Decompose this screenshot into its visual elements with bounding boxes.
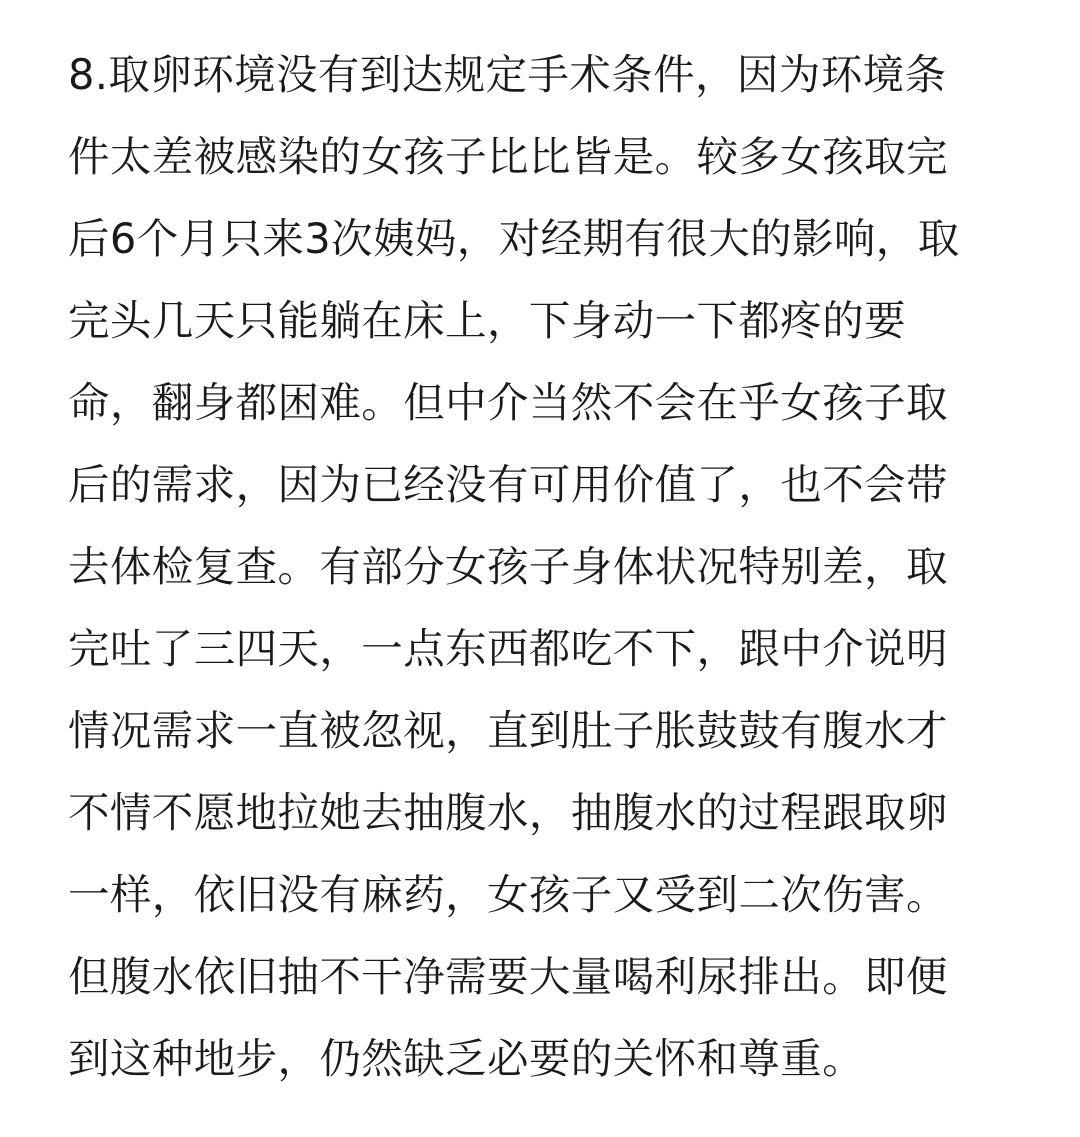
- text-line: 件太差被感染的女孩子比比皆是。较多女孩取完: [68, 132, 948, 181]
- text-line: 完头几天只能躺在床上，下身动一下都疼的要: [68, 296, 907, 345]
- text-line: 命，翻身都困难。但中介当然不会在乎女孩子取: [68, 378, 948, 427]
- text-line: 8.取卵环境没有到达规定手术条件，因为环境条: [68, 50, 947, 99]
- text-line: 情况需求一直被忽视，直到肚子胀鼓鼓有腹水才: [68, 706, 948, 755]
- text-line: 后6个月只来3次姨妈，对经期有很大的影响，取: [68, 214, 960, 263]
- text-line: 后的需求，因为已经没有可用价值了，也不会带: [68, 460, 948, 509]
- text-line: 一样，依旧没有麻药，女孩子又受到二次伤害。: [68, 870, 948, 919]
- text-line: 去体检复查。有部分女孩子身体状况特别差，取: [68, 542, 948, 591]
- article-body: [68, 40, 1028, 1106]
- text-line: 不情不愿地拉她去抽腹水，抽腹水的过程跟取卵: [68, 788, 948, 837]
- text-line: 到这种地步，仍然缺乏必要的关怀和尊重。: [68, 1034, 865, 1083]
- text-line: 但腹水依旧抽不干净需要大量喝利尿排出。即便: [68, 952, 948, 1001]
- text-line: 完吐了三四天，一点东西都吃不下，跟中介说明: [68, 624, 948, 673]
